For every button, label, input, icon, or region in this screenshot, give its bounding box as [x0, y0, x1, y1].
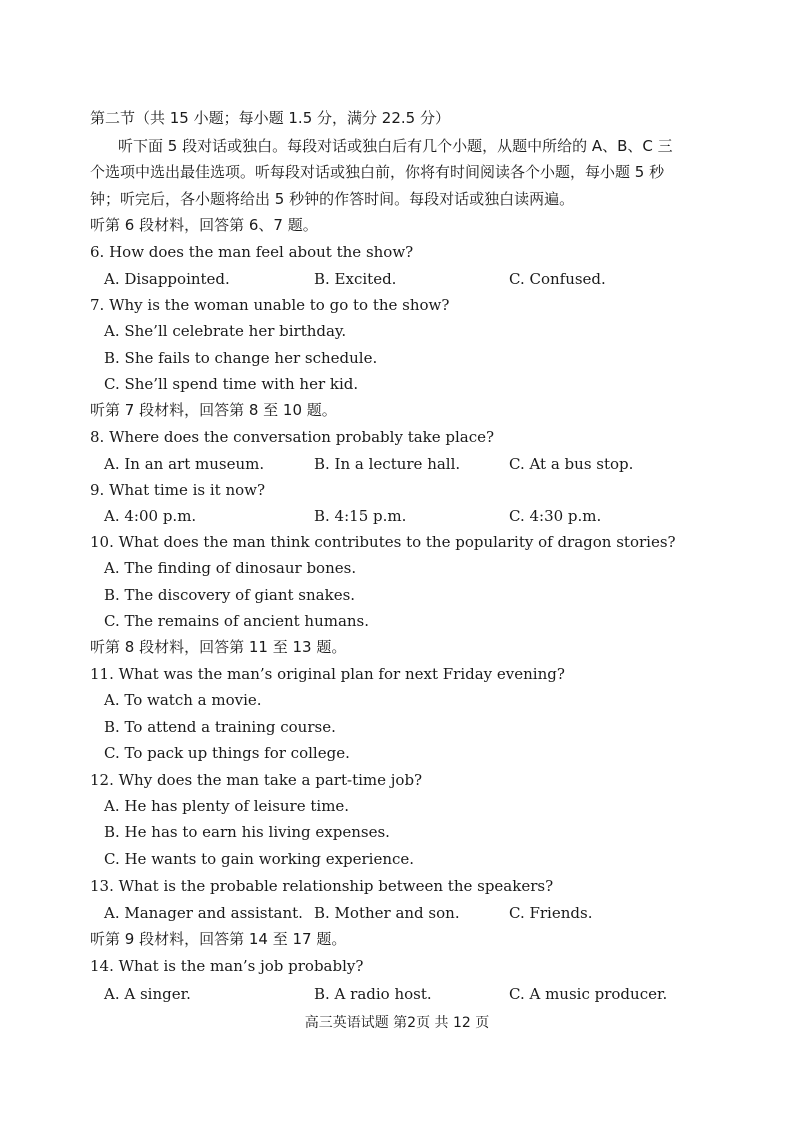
- question-10-option-b: B. The discovery of giant snakes.: [104, 586, 356, 604]
- question-13-option-b: B. Mother and son.: [314, 904, 460, 922]
- question-8-option-c: C. At a bus stop.: [509, 455, 634, 473]
- question-14-stem: 14. What is the man’s job probably?: [90, 957, 364, 975]
- group-7-header: 听第 7 段材料，回答第 8 至 10 题。: [90, 401, 337, 419]
- question-8-stem: 8. Where does the conversation probably take place?: [90, 428, 495, 446]
- group-6-header: 听第 6 段材料，回答第 6、7 题。: [90, 216, 318, 234]
- instruction-line-2: 个选项中选出最佳选项。听每段对话或独白前，你将有时间阅读各个小题，每小题 5 秒: [90, 163, 665, 181]
- question-10-option-a: A. The finding of dinosaur bones.: [104, 559, 357, 577]
- question-7-stem: 7. Why is the woman unable to go to the show?: [90, 296, 450, 314]
- question-11-option-c: C. To pack up things for college.: [104, 744, 350, 762]
- question-7-option-b: B. She fails to change her schedule.: [104, 349, 378, 367]
- question-11-option-b: B. To attend a training course.: [104, 718, 336, 736]
- instruction-line-3: 钟；听完后，各小题将给出 5 秒钟的作答时间。每段对话或独白读两遍。: [90, 190, 575, 208]
- question-11-stem: 11. What was the man’s original plan for next Friday evening?: [90, 665, 565, 683]
- question-9-option-b: B. 4:15 p.m.: [314, 507, 407, 525]
- question-14-option-b: B. A radio host.: [314, 985, 432, 1003]
- question-9-option-c: C. 4:30 p.m.: [509, 507, 602, 525]
- question-10-option-c: C. The remains of ancient humans.: [104, 612, 370, 630]
- question-12-option-a: A. He has plenty of leisure time.: [104, 797, 350, 815]
- question-6-option-c: C. Confused.: [509, 270, 606, 288]
- question-14-option-c: C. A music producer.: [509, 985, 668, 1003]
- question-12-option-c: C. He wants to gain working experience.: [104, 850, 415, 868]
- question-6-stem: 6. How does the man feel about the show?: [90, 243, 414, 261]
- instruction-line-1: 听下面 5 段对话或独白。每段对话或独白后有几个小题，从题中所给的 A、B、C 三: [118, 137, 673, 155]
- question-9-stem: 9. What time is it now?: [90, 481, 266, 499]
- question-9-option-a: A. 4:00 p.m.: [104, 507, 197, 525]
- question-7-option-a: A. She’ll celebrate her birthday.: [104, 322, 347, 340]
- question-6-option-b: B. Excited.: [314, 270, 397, 288]
- question-12-stem: 12. Why does the man take a part-time job?: [90, 771, 423, 789]
- question-12-option-b: B. He has to earn his living expenses.: [104, 823, 390, 841]
- question-14-option-a: A. A singer.: [104, 985, 191, 1003]
- question-13-stem: 13. What is the probable relationship between the speakers?: [90, 877, 554, 895]
- question-8-option-a: A. In an art museum.: [104, 455, 265, 473]
- question-7-option-c: C. She’ll spend time with her kid.: [104, 375, 359, 393]
- group-8-header: 听第 8 段材料，回答第 11 至 13 题。: [90, 638, 347, 656]
- question-10-stem: 10. What does the man think contributes to the popularity of dragon stories?: [90, 533, 676, 551]
- group-9-header: 听第 9 段材料，回答第 14 至 17 题。: [90, 930, 347, 948]
- page-footer: 高三英语试题 第2页 共 12 页: [304, 1015, 490, 1031]
- question-11-option-a: A. To watch a movie.: [104, 691, 262, 709]
- section-heading: 第二节（共 15 小题；每小题 1.5 分，满分 22.5 分）: [90, 109, 450, 127]
- question-6-option-a: A. Disappointed.: [104, 270, 230, 288]
- question-13-option-a: A. Manager and assistant.: [104, 904, 303, 922]
- question-13-option-c: C. Friends.: [509, 904, 593, 922]
- question-8-option-b: B. In a lecture hall.: [314, 455, 461, 473]
